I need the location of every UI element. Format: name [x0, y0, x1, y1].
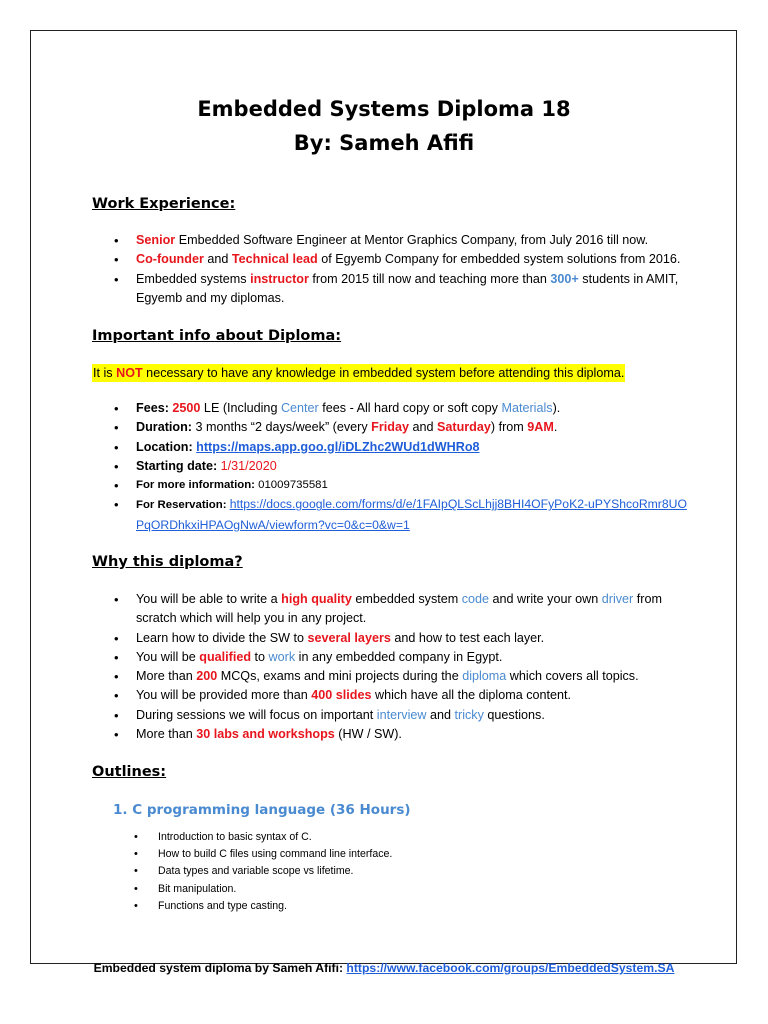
work-experience-heading: Work Experience: — [92, 196, 236, 212]
why-item-6: • During sessions we will focus on important interview and tricky questions. — [114, 706, 694, 725]
c-topic: • Functions and type casting. — [134, 898, 392, 915]
diploma-info-list — [114, 399, 694, 536]
outlines-heading: Outlines: — [92, 764, 167, 780]
location-link[interactable]: https://maps.app.goo.gl/iDLZhc2WUd1dWHRo8 — [196, 439, 480, 454]
why-heading: Why this diploma? — [92, 554, 243, 570]
outline-section-c: 1. C programming language (36 Hours) — [113, 802, 411, 818]
info-start-date: • Starting date: 1/31/2020 — [114, 457, 694, 476]
c-topic: • Introduction to basic syntax of C. — [134, 829, 392, 846]
c-topic: • Bit manipulation. — [134, 881, 392, 898]
c-topic: • How to build C files using command line interface. — [134, 846, 392, 863]
work-item-cofounder: • Co-founder and Technical lead of Egyemb Company for embedded system solutions from 2016. — [114, 250, 694, 269]
info-reservation: • For Reservation: https://docs.google.com/forms/d/e/1FAIpQLScLhjj8BHI4OFyPoK2-uPYShcoRmr8UOPqORDhkxiHPAOgNwA/viewform?vc=0&c=0&w=1 — [114, 495, 694, 536]
c-topics-list — [134, 829, 392, 915]
info-location: • Location: https://maps.app.goo.gl/iDLZhc2WUd1dWHRo8 — [114, 438, 694, 457]
why-item-5: • You will be provided more than 400 slides which have all the diploma content. — [114, 686, 694, 705]
document-title: Embedded Systems Diploma 18 — [197, 97, 571, 121]
info-fees: • Fees: 2500 LE (Including Center fees - All hard copy or soft copy Materials). — [114, 399, 694, 418]
work-item-senior: • Senior Embedded Software Engineer at Mentor Graphics Company, from July 2016 till now. — [114, 231, 694, 250]
why-item-3: • You will be qualified to work in any embedded company in Egypt. — [114, 648, 694, 667]
c-topic: • Data types and variable scope vs lifetime. — [134, 863, 392, 880]
page-footer: Embedded system diploma by Sameh Afifi: https://www.facebook.com/groups/EmbeddedSystem.SA — [93, 961, 675, 975]
why-item-4: • More than 200 MCQs, exams and mini projects during the diploma which covers all topics. — [114, 667, 694, 686]
info-duration: • Duration: 3 months “2 days/week” (every Friday and Saturday) from 9AM. — [114, 418, 694, 437]
why-item-7: • More than 30 labs and workshops (HW / SW). — [114, 725, 694, 744]
why-list — [114, 590, 694, 744]
highlighted-note: It is NOT necessary to have any knowledge in embedded system before attending this diploma. — [93, 366, 625, 380]
reservation-link[interactable]: https://docs.google.com/forms/d/e/1FAIpQLScLhjj8BHI4OFyPoK2-uPYShcoRmr8UOPqORDhkxiHPAOgNwA/viewform?vc=0&c=0&w=1 — [136, 497, 687, 532]
work-item-instructor: • Embedded systems instructor from 2015 till now and teaching more than 300+ students in AMIT, Egyemb and my diplomas. — [114, 270, 694, 309]
why-item-2: • Learn how to divide the SW to several layers and how to test each layer. — [114, 629, 694, 648]
info-more: • For more information: 01009735581 — [114, 476, 694, 495]
why-item-1: • You will be able to write a high quality embedded system code and write your own driver from scratch which will help you in any project. — [114, 590, 694, 629]
document-author: By: Sameh Afifi — [293, 131, 475, 155]
facebook-group-link[interactable]: https://www.facebook.com/groups/EmbeddedSystem.SA — [346, 961, 675, 975]
work-experience-list — [114, 231, 694, 308]
important-info-heading: Important info about Diploma: — [92, 328, 342, 344]
